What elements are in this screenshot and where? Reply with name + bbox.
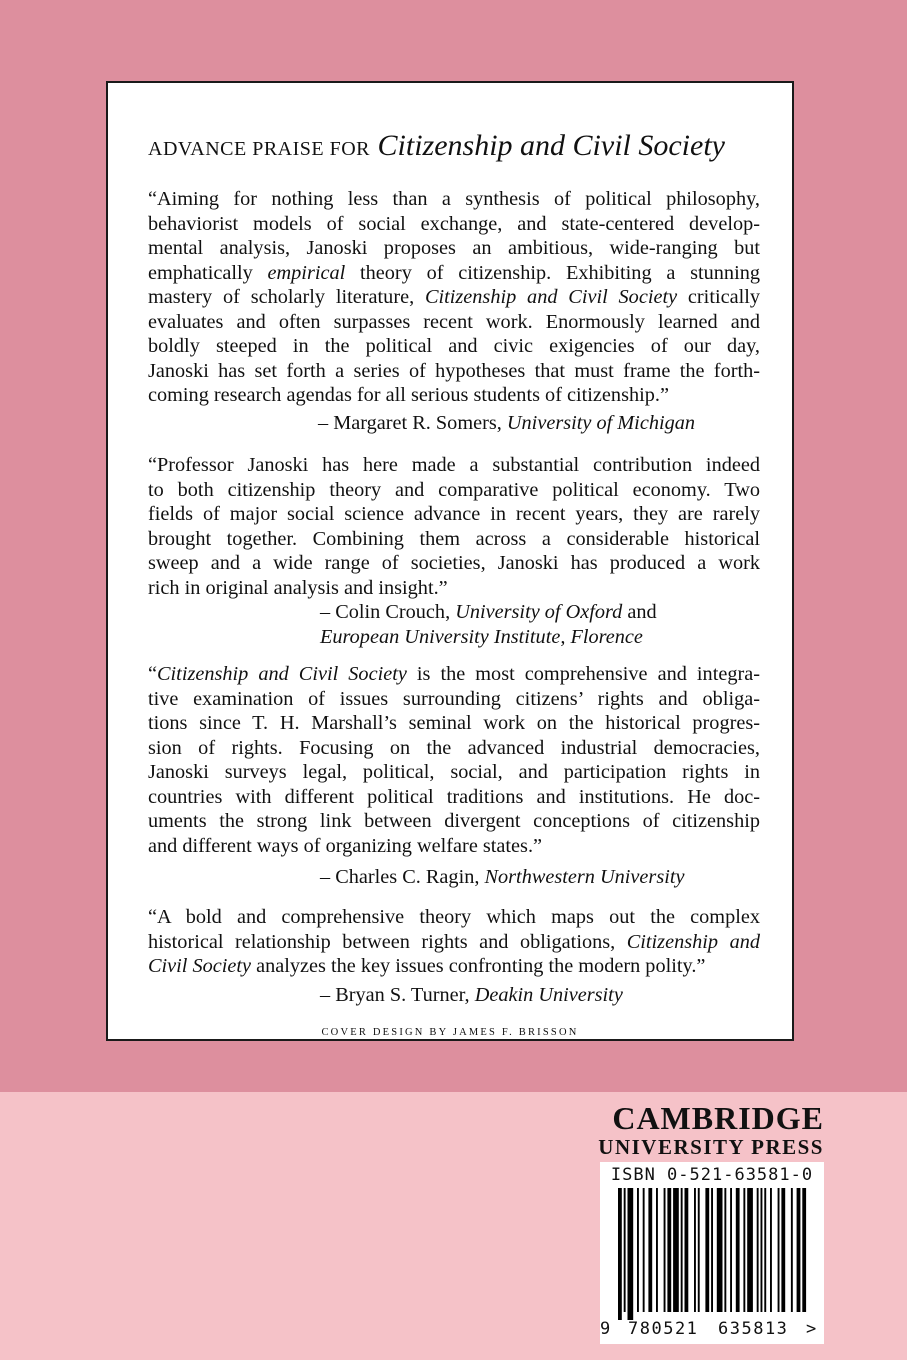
- quote-line: [148, 711, 760, 736]
- barcode-bar: [724, 1188, 726, 1312]
- barcode-bar: [791, 1188, 793, 1312]
- quote-text: boldly steeped in the political and civic exigencies of our day,: [148, 335, 760, 357]
- barcode-bar: [618, 1188, 622, 1320]
- barcode-box: [600, 1162, 824, 1344]
- barcode-bar: [694, 1188, 696, 1312]
- quote-line: [148, 502, 760, 527]
- quote-text: mental analysis, Janoski proposes an ambitious, wide-ranging but: [148, 237, 760, 259]
- publisher-name: CAMBRIDGE: [612, 1100, 824, 1136]
- praise-heading: [148, 129, 725, 163]
- publisher-logo: [598, 1100, 824, 1158]
- quote-line: [148, 576, 760, 601]
- barcode-bar: [656, 1188, 658, 1312]
- attribution-text: – Margaret R. Somers,: [318, 412, 507, 434]
- quote-line: [148, 905, 760, 930]
- barcode-bar: [648, 1188, 652, 1312]
- publisher-press: UNIVERSITY PRESS: [598, 1135, 824, 1159]
- quote-line: [148, 310, 760, 335]
- attribution-text: Deakin University: [474, 984, 623, 1006]
- attribution-text: European University Institute, Florence: [320, 625, 643, 648]
- cover-design-credit: COVER DESIGN BY JAMES F. BRISSON: [321, 1027, 579, 1038]
- barcode-digits-left: 780521: [628, 1319, 699, 1339]
- quote-text: to both citizenship theory and comparative political economy. Two: [148, 478, 760, 501]
- quote-line: [148, 359, 760, 384]
- attribution-text: University of Oxford: [455, 601, 623, 623]
- quote-text: mastery of scholarly literature,: [148, 286, 425, 308]
- barcode-bar: [761, 1188, 763, 1312]
- quote-line: [148, 261, 760, 286]
- barcode-bar: [717, 1188, 723, 1312]
- quote-text: fields of major social science advance in recent years, they are rarely: [148, 503, 760, 525]
- quote-text: critically: [677, 286, 760, 308]
- quote-text: and different ways of organizing welfare states.”: [148, 834, 543, 857]
- quote-text: brought together. Combining them across a considerable historical: [148, 527, 760, 550]
- quote-text: tions since T. H. Marshall’s seminal work on the historical progres-: [148, 712, 760, 734]
- barcode-bar: [705, 1188, 709, 1312]
- quote-text: “Professor Janoski has here made a substantial contribution indeed: [148, 454, 760, 476]
- barcode-digits-right: 635813: [718, 1319, 789, 1339]
- quote-line: [148, 453, 760, 478]
- barcode-bar: [764, 1188, 766, 1312]
- quote-line: [148, 954, 760, 979]
- barcode-bar: [711, 1188, 713, 1312]
- quote-somers: [148, 187, 760, 408]
- quote-text: evaluates and often surpasses recent work. Enormously learned and: [148, 310, 760, 333]
- barcode-bar: [757, 1188, 759, 1312]
- attribution-somers: [318, 411, 695, 436]
- quote-text: “: [148, 663, 158, 685]
- quote-line: [148, 736, 760, 761]
- quote-text: emphatically: [148, 261, 268, 284]
- quote-line: [148, 236, 760, 261]
- attribution-line: [320, 625, 657, 650]
- quote-text: uments the strong link between divergent conceptions of citizenship: [148, 810, 760, 832]
- quote-line: [148, 551, 760, 576]
- quote-line: [148, 285, 760, 310]
- quote-text: Citizenship and Civil Society: [424, 286, 678, 308]
- barcode-bar: [747, 1188, 753, 1312]
- barcode: [618, 1188, 808, 1320]
- book-title: Citizenship and Civil Society: [377, 129, 725, 162]
- attribution-text: and: [622, 601, 657, 623]
- barcode-bar: [624, 1188, 626, 1312]
- quote-text: Janoski has set forth a series of hypotheses that must frame the forth-: [148, 359, 760, 382]
- quote-line: [148, 212, 760, 237]
- quote-text: countries with different political traditions and institutions. He doc-: [148, 785, 760, 808]
- quote-line: [148, 687, 760, 712]
- attribution-ragin: [320, 865, 684, 890]
- barcode-bar: [664, 1188, 666, 1312]
- attribution-text: – Bryan S. Turner,: [320, 984, 475, 1006]
- barcode-bar: [802, 1188, 806, 1312]
- quote-text: tive examination of issues surrounding citizens’ rights and obliga-: [148, 687, 760, 710]
- quote-ragin: [148, 662, 760, 858]
- quote-text: empirical: [267, 261, 346, 284]
- quote-line: [148, 527, 760, 552]
- attribution-line: [318, 411, 695, 436]
- barcode-bar: [730, 1188, 732, 1312]
- quote-line: [148, 809, 760, 834]
- barcode-bar: [637, 1188, 639, 1312]
- barcode-bar: [667, 1188, 671, 1312]
- quote-crouch: [148, 453, 760, 600]
- quote-line: [148, 760, 760, 785]
- quote-line: [148, 187, 760, 212]
- quote-text: is the most comprehensive and integra-: [406, 663, 760, 685]
- barcode-bar: [685, 1188, 689, 1312]
- quote-text: behaviorist models of social exchange, and state-centered develop-: [148, 212, 760, 235]
- quote-text: rich in original analysis and insight.”: [148, 576, 448, 599]
- quote-text: sion of rights. Focusing on the advanced industrial democracies,: [148, 736, 760, 759]
- quote-text: “A bold and comprehensive theory which maps out the complex: [148, 906, 760, 928]
- quote-text: analyzes the key issues confronting the modern polity.”: [251, 955, 706, 977]
- barcode-bar: [743, 1188, 745, 1312]
- quote-line: [148, 478, 760, 503]
- quote-line: [148, 834, 760, 859]
- attribution-text: – Charles C. Ragin,: [320, 866, 485, 888]
- barcode-bar: [778, 1188, 780, 1312]
- quote-text: Citizenship and: [626, 930, 760, 953]
- quote-text: Citizenship and Civil Society: [157, 663, 407, 685]
- attribution-text: – Colin Crouch,: [320, 601, 456, 623]
- barcode-bar: [736, 1188, 740, 1312]
- quote-turner: [148, 905, 760, 979]
- quote-text: Janoski surveys legal, political, social, and participation rights in: [148, 761, 760, 783]
- quote-line: [148, 383, 760, 408]
- attribution-line: [320, 983, 623, 1008]
- attribution-text: University of Michigan: [506, 412, 696, 434]
- attribution-line: [320, 600, 657, 625]
- barcode-bar: [698, 1188, 700, 1312]
- quote-line: [148, 930, 760, 955]
- quote-line: [148, 785, 760, 810]
- barcode-bar: [781, 1188, 785, 1312]
- quote-text: Civil Society: [148, 955, 252, 977]
- attribution-crouch: [320, 600, 657, 649]
- barcode-bar: [643, 1188, 645, 1312]
- quote-text: sweep and a wide range of societies, Janoski has produced a work: [148, 552, 760, 574]
- barcode-digit-first: 9: [600, 1319, 611, 1339]
- quote-text: “Aiming for nothing less than a synthesis of political philosophy,: [148, 188, 760, 210]
- quote-text: theory of citizenship. Exhibiting a stunning: [345, 261, 760, 284]
- barcode-bar: [797, 1188, 801, 1312]
- barcode-bar: [673, 1188, 679, 1312]
- isbn-label: ISBN 0-521-63581-0: [610, 1165, 814, 1185]
- barcode-bar: [628, 1188, 634, 1320]
- attribution-text: Northwestern University: [484, 866, 685, 888]
- barcode-bar: [681, 1188, 683, 1312]
- attribution-line: [320, 865, 684, 890]
- praise-heading-prefix: ADVANCE PRAISE FOR: [148, 138, 371, 160]
- quote-line: [148, 662, 760, 687]
- barcode-bar: [770, 1188, 772, 1312]
- quote-text: historical relationship between rights and obligations,: [148, 930, 627, 953]
- quote-text: coming research agendas for all serious students of citizenship.”: [148, 384, 669, 406]
- quote-line: [148, 334, 760, 359]
- praise-panel: [106, 81, 794, 1041]
- barcode-quiet-marker: >: [806, 1319, 817, 1339]
- attribution-turner: [320, 983, 623, 1008]
